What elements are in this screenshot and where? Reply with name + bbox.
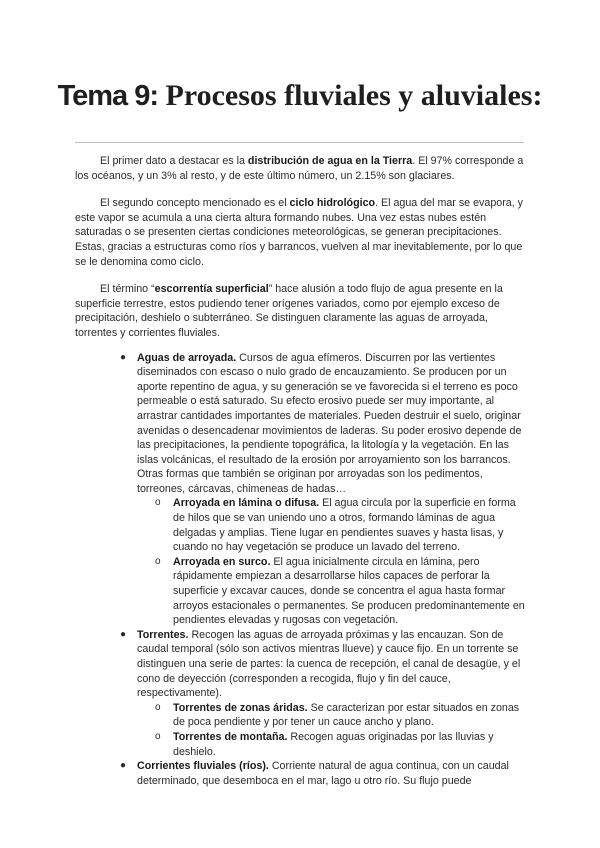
bold-term: ciclo hidrológico (289, 197, 376, 210)
bullet-icon: ● (120, 760, 127, 772)
paragraph-distribucion: El primer dato a destacar es la distribución de agua en la Tierra. El 97% corresponde a los océanos, y un 3% al resto, y de este último número, un 2.15% son glaciares. (75, 155, 524, 182)
page-title (0, 78, 600, 114)
title-rest: Procesos fluviales y aluviales: (158, 79, 543, 112)
bold-term: escorrentía superficial (154, 283, 269, 296)
sub-item-lamina: o Arroyada en lámina o difusa. El agua circula por la superficie en forma de hilos que se van uniendo uno a otros, formando láminas de agua delgadas y amplias. Tiene lugar en pendientes suaves y hasta lisas, y cuando no hay vegetación se produce un lavado del terreno. (155, 497, 516, 554)
sub-item-surco: o Arroyada en surco. El agua inicialmente circula en lámina, pero rápidamente empiezan a desarrollarse hilos capaces de perforar la superficie y excavar cauces, donde se concentra el agua hasta formar arroyos estacionales o permanentes. Se producen predominantemente en pendientes elevadas y rugosas con vegetación. (155, 555, 525, 627)
title-divider (75, 142, 524, 143)
bullet-icon: ● (120, 628, 127, 640)
sub-list (75, 496, 526, 627)
sub-item-montana: o Torrentes de montaña. Recogen aguas originadas por las lluvias y deshielo. (155, 730, 494, 758)
title-tema: Tema 9: (57, 80, 159, 112)
paragraph-ciclo: El segundo concepto mencionado es el ciclo hidrológico. El agua del mar se evapora, y este vapor se acumula a una cierta altura formando nubes. Una vez estas nubes estén saturadas o se presenten ciertas condiciones meteorológicas, se generan precipitaciones. Estas, gracias a estructuras como ríos y barrancos, vuelven al mar inevitablemente, por lo que se le denomina como ciclo. (75, 197, 523, 268)
bold-term: distribución de agua en la Tierra (247, 155, 413, 167)
list-item-corrientes-fluviales: ● Corrientes fluviales (ríos). Corriente natural de agua continua, con un caudal determinado, que desemboca en el mar, lago u otro río. Su flujo puede (120, 760, 509, 787)
list-item-torrentes: ● Torrentes. Recogen las aguas de arroyada próximas y las encauzan. Son de caudal temporal (sólo son activos mientras llueve) y cauce fijo. En un torrente se distinguen una serie de partes: la cuenca de recepción, el canal de desagüe, y el cono de deyección (corresponden a recogida, flujo y fin del cauce, respectivamente). o Torrentes de zonas áridas. Se caracterizan por estar situados en zonas de poca pendiente y por tener un cauce ancho y plano. o Torrentes de montaña. Recogen aguas originadas por las lluvias y deshielo. (75, 628, 526, 759)
bullet-list (75, 351, 526, 789)
circle-bullet-icon: o (155, 730, 161, 742)
list-item-aguas-arroyada: ● Aguas de arroyada. Cursos de agua efímeros. Discurren por las vertientes diseminados con escaso o nulo grado de encauzamiento. Se producen por un aporte repentino de agua, y su generación se ve favorecida si el terreno es poco permeable o está saturado. Su efecto erosivo puede ser muy importante, al arrastrar cantidades importantes de materiales. Pueden destruir el suelo, originar avenidas o desencadenar movimientos de laderas. Su poder erosivo depende de las precipitaciones, la pendiente topográfica, la litología y la vegetación. En las islas volcánicas, el resultado de la erosión por arroyamiento son los barrancos. Otras formas que también se originan por arroyadas son los pedimentos, torreones, cárcavas, chimeneas de hadas… o Arroyada en lámina o difusa. El agua circula por la superficie en forma de hilos que se van uniendo uno a otros, formando láminas de agua delgadas y amplias. Tiene lugar en pendientes suaves y hasta lisas, y cuando no hay vegetación se produce un lavado del terreno. o Arroyada en surco. El agua inicialmente circula en lámina, pero rápidamente empiezan a desarrollarse hilos capaces de perforar la superficie y excavar cauces, donde se concentra el agua hasta formar arroyos estacionales o permanentes. Se producen predominantemente en pendientes elevadas y rugosas con vegetación. (75, 351, 526, 628)
sub-list (75, 701, 526, 759)
sub-item-zonas-aridas: o Torrentes de zonas áridas. Se caracterizan por estar situados en zonas de poca pendiente y por tener un cauce ancho y plano. (155, 701, 520, 729)
bullet-icon: ● (120, 351, 127, 363)
circle-bullet-icon: o (155, 555, 161, 567)
paragraph-escorrentia: El término “escorrentía superficial” hace alusión a todo flujo de agua presente en la superficie terrestre, estos pudiendo tener orígenes variados, como por ejemplo exceso de precipitación, deshielo o subterráneo. Se distinguen claramente las aguas de arroyada, torrentes y corrientes fluviales. (75, 283, 503, 339)
document-body (75, 154, 526, 788)
circle-bullet-icon: o (155, 497, 161, 509)
circle-bullet-icon: o (155, 701, 161, 713)
